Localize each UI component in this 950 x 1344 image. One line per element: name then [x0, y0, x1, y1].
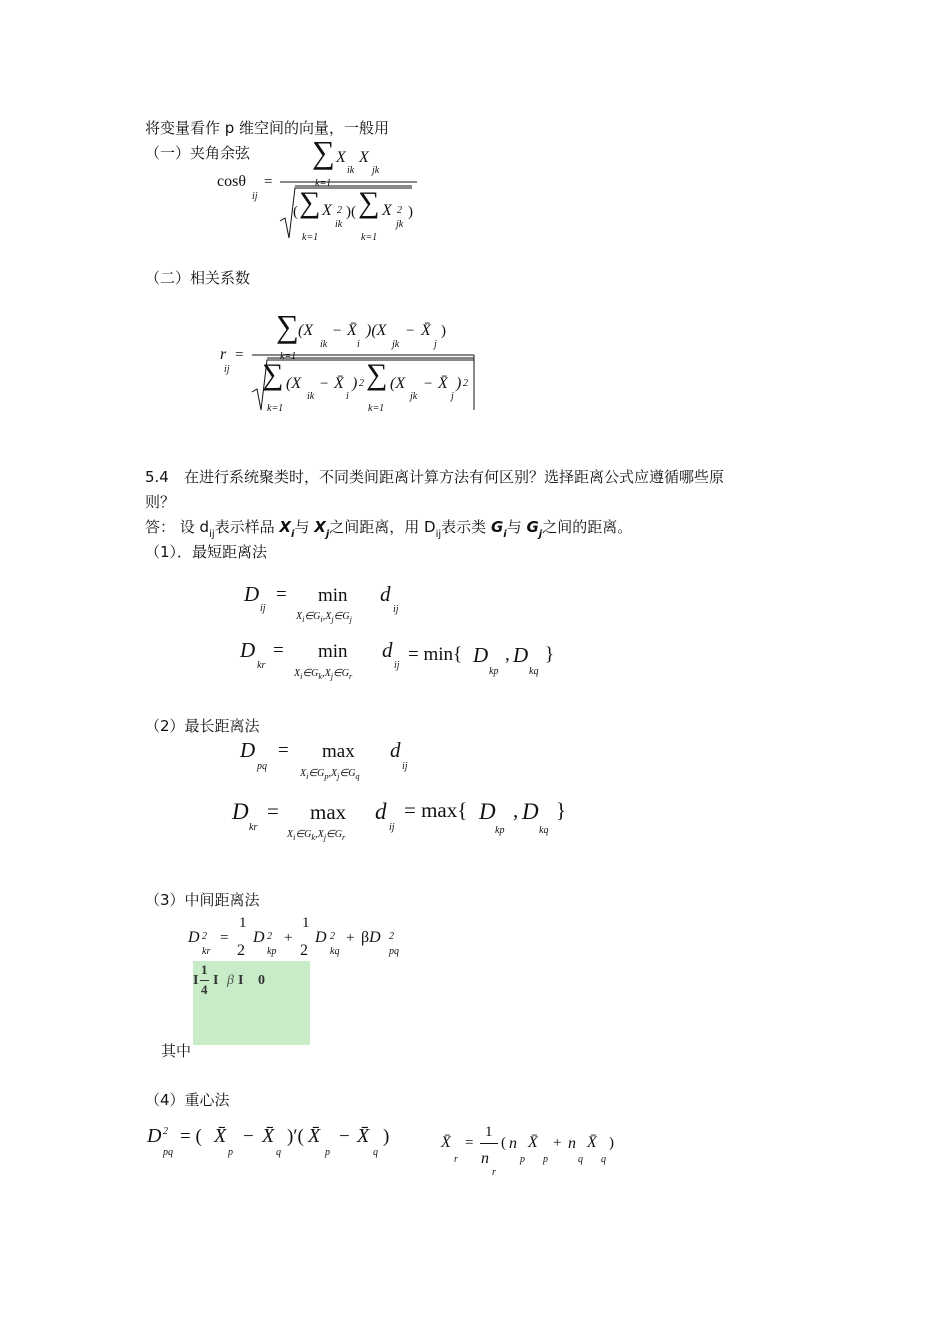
method-shortest-heading: （1）．最短距离法: [145, 543, 268, 561]
cosine-heading: （一）夹角余弦: [145, 144, 251, 162]
class-var-i-sub: i: [503, 529, 507, 540]
answer-part2: 表示样品: [214, 518, 275, 536]
class-var-j: G: [526, 518, 539, 536]
answer-part4: 表示类: [441, 518, 487, 536]
class-var-i: G: [490, 518, 504, 536]
question-number: 5.4: [145, 468, 169, 486]
sample-var-i: X: [279, 518, 291, 536]
class-var-j-sub: j: [538, 529, 543, 540]
answer-part5: 之间的距离。: [542, 518, 633, 536]
sample-var-j-sub: j: [325, 529, 330, 540]
answer-prefix: 答： 设 d: [145, 518, 210, 536]
condition-beta: β: [227, 973, 234, 988]
question-line-2: 则？: [145, 493, 176, 511]
median-where-text: 其中: [161, 1042, 192, 1060]
method-longest-heading: （2）最长距离法: [145, 717, 260, 735]
question-line-1: 在进行系统聚类时，不同类间距离计算方法有何区别？选择距离公式应遵循哪些原: [184, 468, 725, 486]
answer-and-1: 与: [294, 518, 310, 536]
sample-var-j: X: [314, 518, 326, 536]
condition-zero: 0: [258, 973, 265, 988]
sample-var-i-sub: i: [291, 529, 295, 540]
intro-text: 将变量看作 p 维空间的向量，一般用: [145, 119, 390, 137]
median-condition-box: I 1 4 I β I 0: [193, 961, 310, 1045]
answer-sub-ij-2: ij: [435, 529, 442, 540]
method-median-heading: （3）中间距离法: [145, 891, 260, 909]
condition-fraction-numerator: 1: [201, 962, 208, 977]
answer-and-2: 与: [506, 518, 522, 536]
method-centroid-heading: （4）重心法: [145, 1091, 230, 1109]
answer-part3: 之间距离，用 D: [329, 518, 436, 536]
condition-fraction-denominator: 4: [201, 982, 208, 997]
correlation-heading: （二）相关系数: [145, 269, 251, 287]
answer-line: [145, 517, 632, 545]
answer-sub-ij: ij: [209, 529, 215, 540]
